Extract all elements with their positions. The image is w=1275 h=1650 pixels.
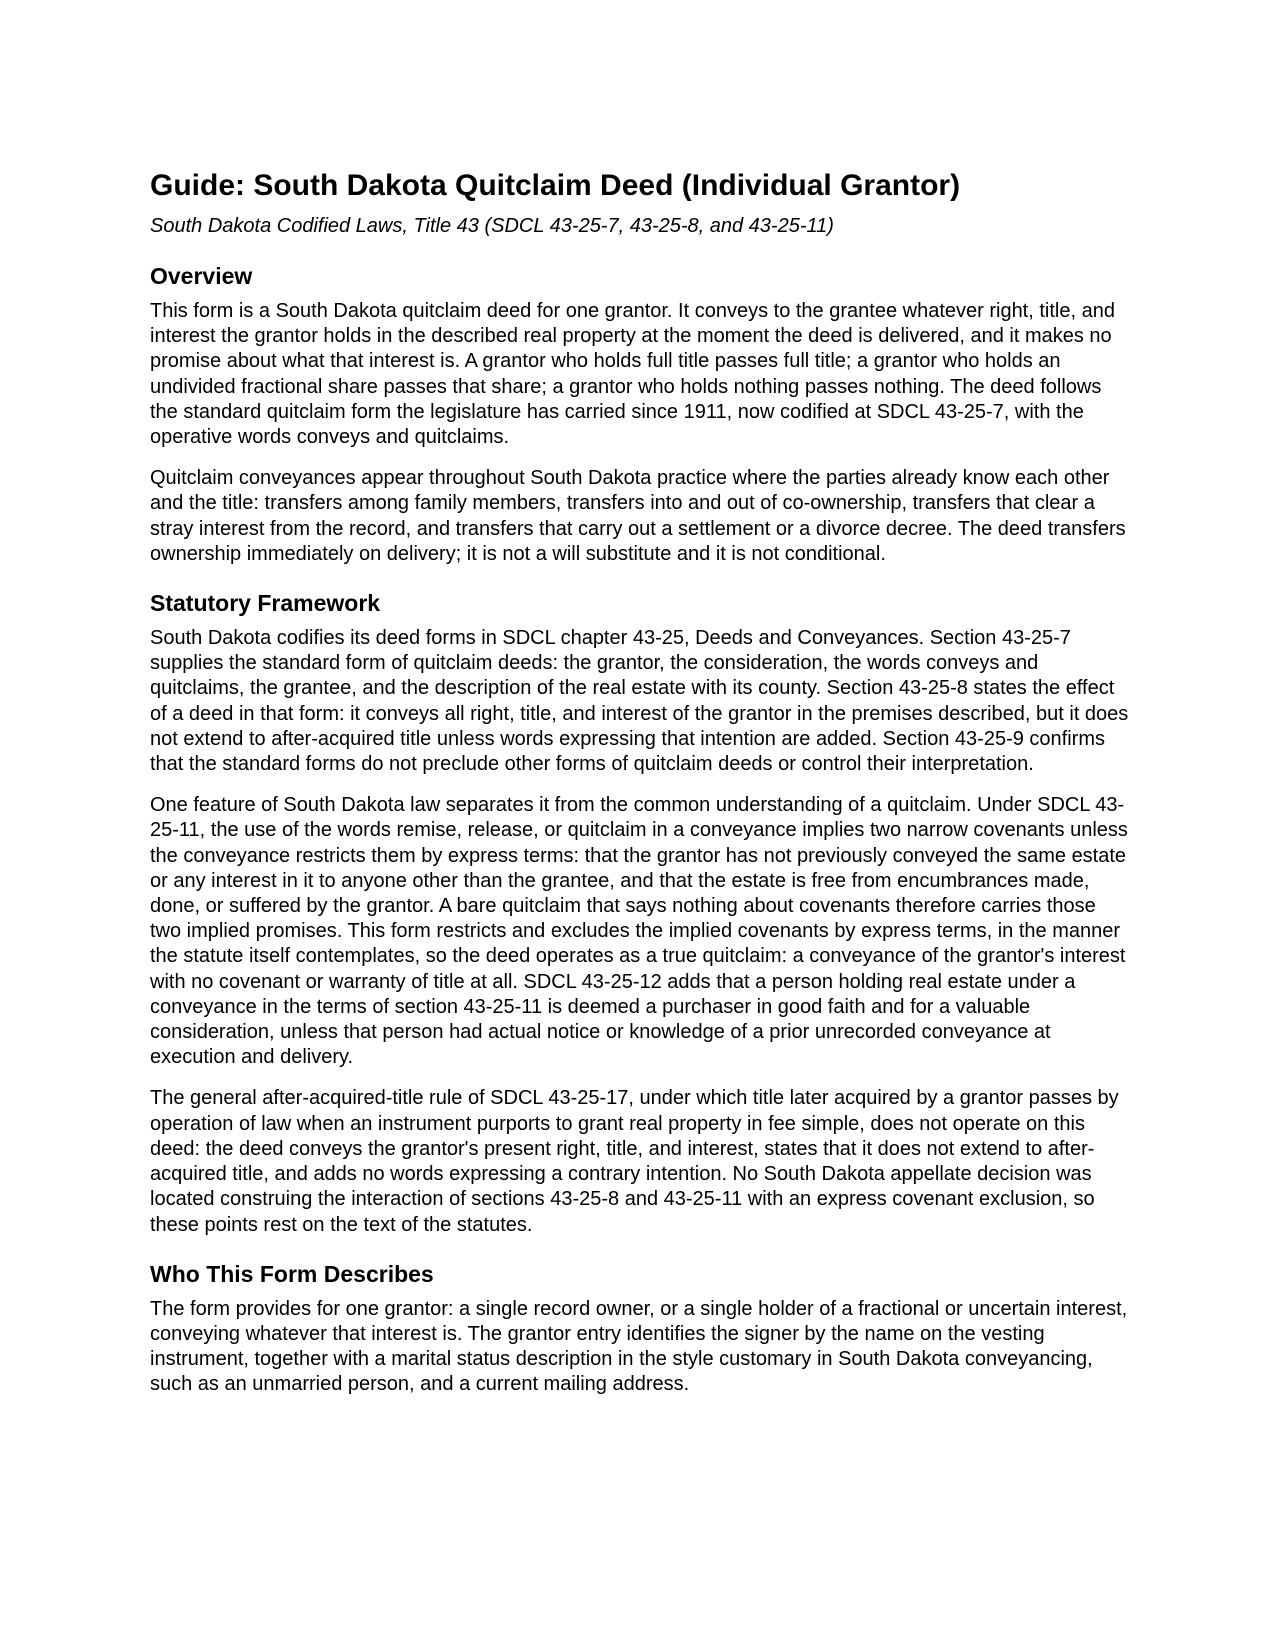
document-page bbox=[150, 168, 1130, 1414]
document-subtitle: South Dakota Codified Laws, Title 43 (SDCL 43-25-7, 43-25-8, and 43-25-11) bbox=[150, 215, 834, 237]
paragraph: This form is a South Dakota quitclaim deed for one grantor. It conveys to the grantee whatever right, title, and interest the grantor holds in the described real property at the moment the deed is delivered, and it makes no promise about what that interest is. A grantor who holds full title passes full title; a grantor who holds an undivided fractional share passes that share; a grantor who holds nothing passes nothing. The deed follows the standard quitclaim form the legislature has carried since 1911, now codified at SDCL 43-25-7, with the operative words conveys and quitclaims. bbox=[150, 300, 1115, 449]
paragraph: The form provides for one grantor: a single record owner, or a single holder of a fractional or uncertain interest, conveying whatever that interest is. The grantor entry identifies the signer by the name on the vesting instrument, together with a marital status description in the style customary in South Dakota conveyancing, such as an unmarried person, and a current mailing address. bbox=[150, 1297, 1128, 1396]
section-heading: Overview bbox=[150, 263, 253, 289]
paragraph: One feature of South Dakota law separates it from the common understanding of a quitclaim. Under SDCL 43-25-11, the use of the words remise, release, or quitclaim in a conveyance implies two narrow covenants unless the conveyance restricts them by express terms: that the grantor has not previously conveyed the same estate or any interest in it to anyone other than the grantee, and that the estate is free from encumbrances made, done, or suffered by the grantor. A bare quitclaim that says nothing about covenants therefore carries those two implied promises. This form restricts and excludes the implied covenants by express terms, in the manner the statute itself contemplates, so the deed operates as a true quitclaim: a conveyance of the grantor's interest with no covenant or warranty of title at all. SDCL 43-25-12 adds that a person holding real estate under a conveyance in the terms of section 43-25-11 is deemed a purchaser in good faith and for a valuable consideration, unless that person had actual notice or knowledge of a prior unrecorded conveyance at execution and delivery. bbox=[150, 794, 1128, 1069]
paragraph: South Dakota codifies its deed forms in SDCL chapter 43-25, Deeds and Conveyances. Section 43-25-7 supplies the standard form of quitclaim deeds: the grantor, the consideration, the words conveys and quitclaims, the grantee, and the description of the real estate with its county. Section 43-25-8 states the effect of a deed in that form: it conveys all right, title, and interest of the grantor in the premises described, but it does not extend to after-acquired title unless words expressing that intention are added. Section 43-25-9 confirms that the standard forms do not preclude other forms of quitclaim deeds or control their interpretation. bbox=[150, 627, 1129, 776]
section-statutory-framework bbox=[150, 589, 1130, 1238]
section-who-this-form-describes bbox=[150, 1260, 1130, 1398]
section-heading: Statutory Framework bbox=[150, 590, 381, 617]
paragraph: Quitclaim conveyances appear throughout South Dakota practice where the parties already know each other and the title: transfers among family members, transfers into and out of co-ownership, transfers that clear a stray interest from the record, and transfers that carry out a settlement or a divorce decree. The deed transfers ownership immediately on delivery; it is not a will substitute and it is not conditional. bbox=[150, 467, 1126, 565]
document-title: Guide: South Dakota Quitclaim Deed (Individual Grantor) bbox=[150, 169, 961, 202]
paragraph: The general after-acquired-title rule of SDCL 43-25-17, under which title later acquired by a grantor passes by operation of law when an instrument purports to grant real property in fee simple, does not operate on this deed: the deed conveys the grantor's present right, title, and interest, states that it does not extend to after-acquired title, and adds no words expressing a contrary intention. No South Dakota appellate decision was located construing the interaction of sections 43-25-8 and 43-25-11 with an express covenant exclusion, so these points rest on the text of the statutes. bbox=[150, 1087, 1119, 1236]
section-heading: Who This Form Describes bbox=[150, 1260, 434, 1287]
section-overview bbox=[150, 262, 1130, 567]
